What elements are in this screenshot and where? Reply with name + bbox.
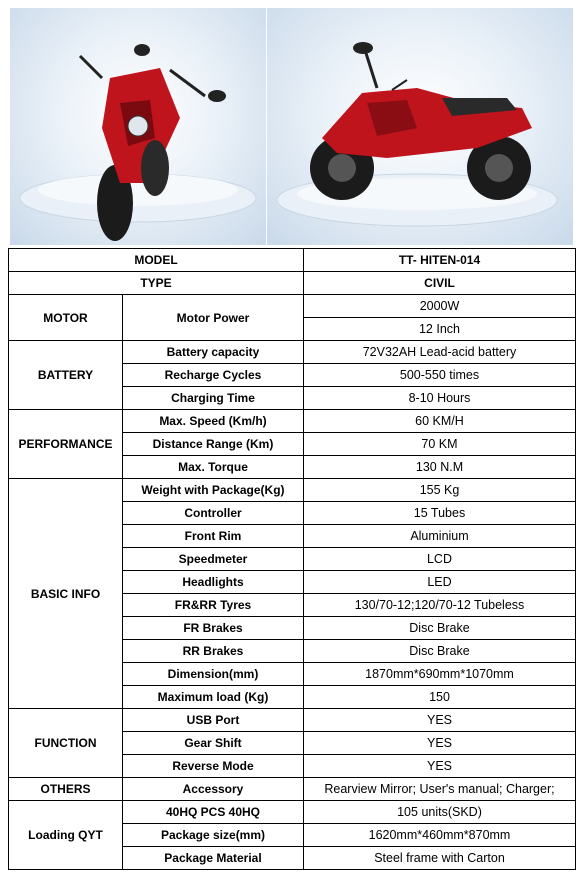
spec-label: Recharge Cycles xyxy=(123,364,304,387)
spec-label: Dimension(mm) xyxy=(123,663,304,686)
spec-value: 1870mm*690mm*1070mm xyxy=(304,663,576,686)
spec-label: Charging Time xyxy=(123,387,304,410)
group-label: BASIC INFO xyxy=(9,479,123,709)
spec-row xyxy=(9,801,576,824)
spec-value: 60 KM/H xyxy=(304,410,576,433)
spec-value: Steel frame with Carton xyxy=(304,847,576,870)
group-label: PERFORMANCE xyxy=(9,410,123,479)
spec-row xyxy=(9,778,576,801)
spec-label: 40HQ PCS 40HQ xyxy=(123,801,304,824)
spec-value: LED xyxy=(304,571,576,594)
motorcycle-side-photo xyxy=(267,8,573,245)
group-label: BATTERY xyxy=(9,341,123,410)
spec-value: 130/70-12;120/70-12 Tubeless xyxy=(304,594,576,617)
spec-label: Max. Torque xyxy=(123,456,304,479)
motorcycle-front-illustration xyxy=(10,8,266,245)
model-value: TT- HITEN-014 xyxy=(304,249,576,272)
spec-value: Aluminium xyxy=(304,525,576,548)
spec-label: Weight with Package(Kg) xyxy=(123,479,304,502)
spec-label: Controller xyxy=(123,502,304,525)
spec-label: FR&RR Tyres xyxy=(123,594,304,617)
spec-value: 130 N.M xyxy=(304,456,576,479)
spec-value: 155 Kg xyxy=(304,479,576,502)
spec-value: Disc Brake xyxy=(304,640,576,663)
spec-label: USB Port xyxy=(123,709,304,732)
specification-table xyxy=(8,248,576,870)
spec-value: YES xyxy=(304,755,576,778)
product-photos xyxy=(0,0,583,248)
motorcycle-side-illustration xyxy=(267,8,573,245)
spec-label: FR Brakes xyxy=(123,617,304,640)
group-label: Loading QYT xyxy=(9,801,123,870)
spec-value: 12 Inch xyxy=(304,318,576,341)
spec-value: YES xyxy=(304,709,576,732)
type-value: CIVIL xyxy=(304,272,576,295)
spec-label: Reverse Mode xyxy=(123,755,304,778)
model-label: MODEL xyxy=(9,249,304,272)
spec-label: Battery capacity xyxy=(123,341,304,364)
spec-value: 1620mm*460mm*870mm xyxy=(304,824,576,847)
spec-value: 70 KM xyxy=(304,433,576,456)
spec-label: Gear Shift xyxy=(123,732,304,755)
spec-value: Disc Brake xyxy=(304,617,576,640)
spec-label: Front Rim xyxy=(123,525,304,548)
model-row xyxy=(9,249,576,272)
type-label: TYPE xyxy=(9,272,304,295)
spec-value: YES xyxy=(304,732,576,755)
spec-value: 15 Tubes xyxy=(304,502,576,525)
motorcycle-front-photo xyxy=(10,8,266,245)
group-label: MOTOR xyxy=(9,295,123,341)
spec-row xyxy=(9,341,576,364)
spec-value: Rearview Mirror; User's manual; Charger; xyxy=(304,778,576,801)
spec-label: Speedmeter xyxy=(123,548,304,571)
spec-label: Motor Power xyxy=(123,295,304,341)
spec-label: Distance Range (Km) xyxy=(123,433,304,456)
spec-value: 150 xyxy=(304,686,576,709)
spec-value: 2000W xyxy=(304,295,576,318)
group-label: OTHERS xyxy=(9,778,123,801)
spec-value: 500-550 times xyxy=(304,364,576,387)
spec-label: Accessory xyxy=(123,778,304,801)
spec-value: 72V32AH Lead-acid battery xyxy=(304,341,576,364)
spec-label: Package Material xyxy=(123,847,304,870)
spec-value: 8-10 Hours xyxy=(304,387,576,410)
spec-label: Package size(mm) xyxy=(123,824,304,847)
spec-row xyxy=(9,709,576,732)
spec-row xyxy=(9,295,576,318)
spec-label: Maximum load (Kg) xyxy=(123,686,304,709)
spec-label: RR Brakes xyxy=(123,640,304,663)
group-label: FUNCTION xyxy=(9,709,123,778)
spec-value: LCD xyxy=(304,548,576,571)
type-row xyxy=(9,272,576,295)
spec-label: Headlights xyxy=(123,571,304,594)
spec-row xyxy=(9,479,576,502)
spec-label: Max. Speed (Km/h) xyxy=(123,410,304,433)
spec-row xyxy=(9,410,576,433)
spec-value: 105 units(SKD) xyxy=(304,801,576,824)
